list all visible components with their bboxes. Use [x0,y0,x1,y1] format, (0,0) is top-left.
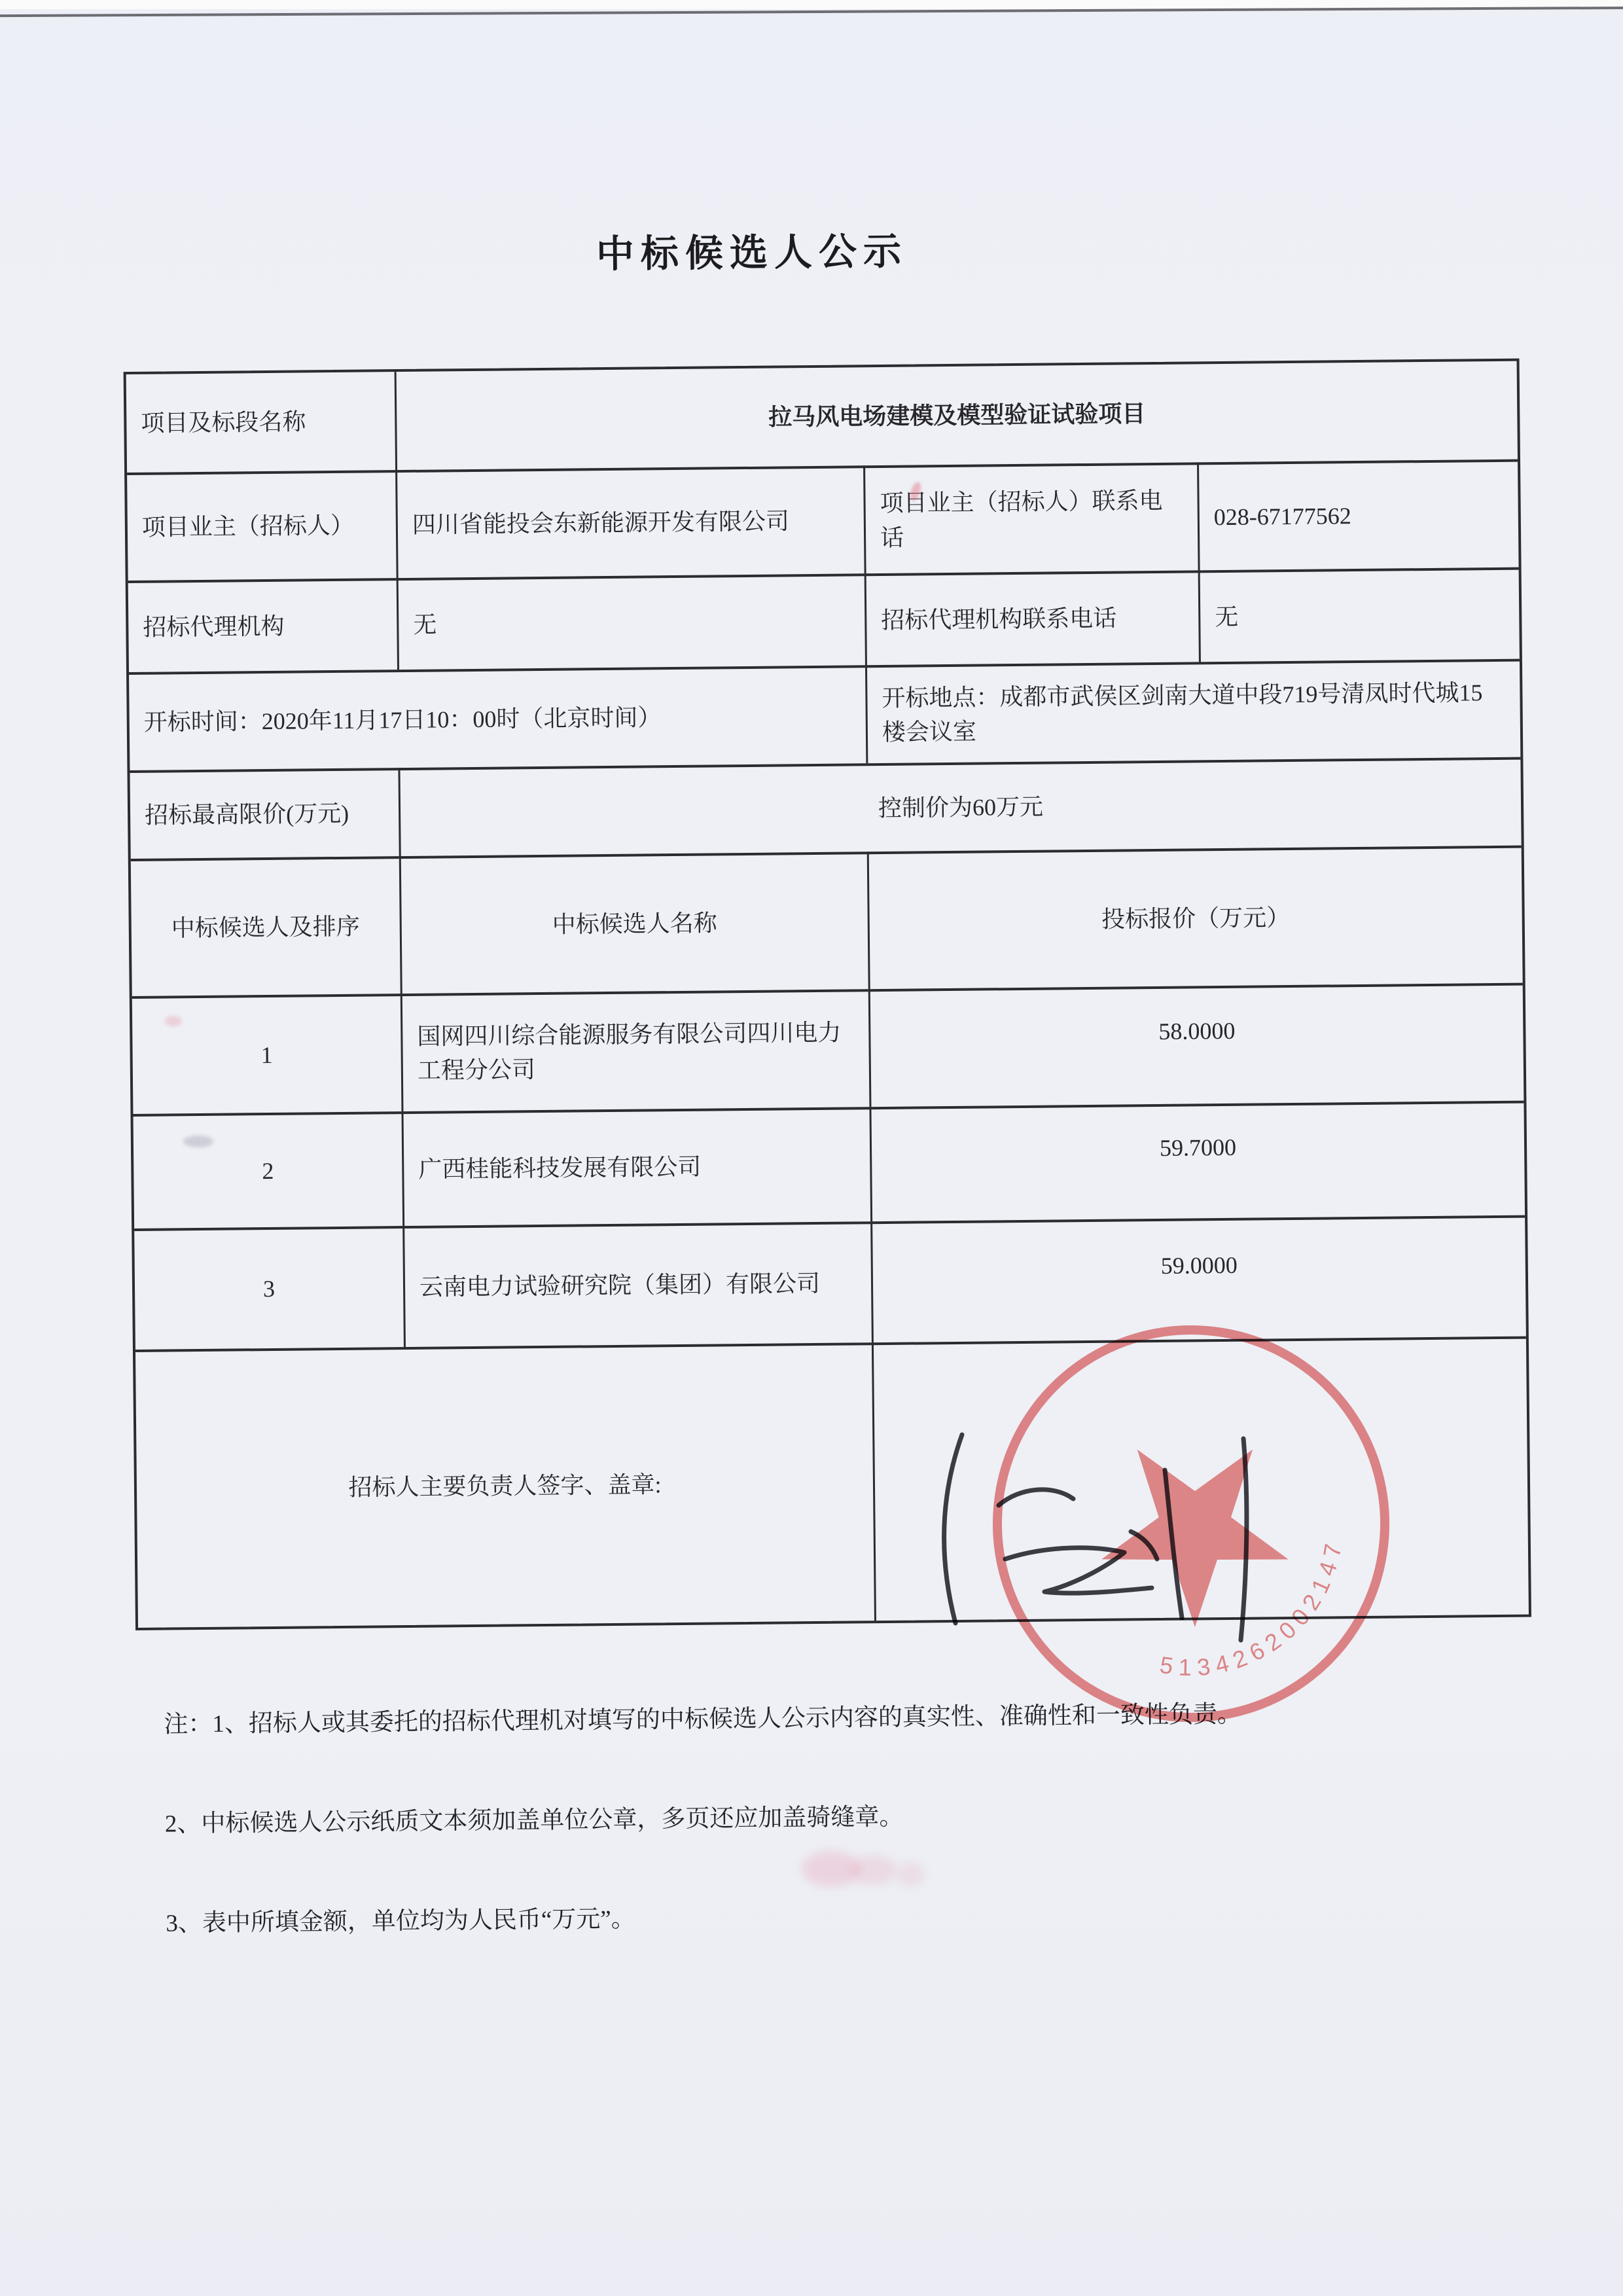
header-name-cell: 中标候选人名称 [399,852,868,994]
project-name-cell: 拉马风电场建模及模型验证试验项目 [395,361,1518,470]
signature-label-cell: 招标人主要负责人签字、盖章: [135,1342,874,1628]
candidate-rank: 2 [133,1111,402,1229]
header-price-cell: 投标报价（万元） [867,846,1523,990]
agency-phone-value-cell: 无 [1198,567,1520,662]
open-time-cell: 开标时间：2020年11月17日10：00时（北京时间） [129,665,866,770]
owner-phone-value-cell: 028-67177562 [1197,459,1519,571]
agency-label-cell: 招标代理机构 [128,578,397,672]
owner-phone-label-cell: 项目业主（招标人）联系电话 [863,462,1198,573]
open-place-cell: 开标地点：成都市武侯区剑南大道中段719号清凤时代城15楼会议室 [865,659,1520,764]
candidate-name: 国网四川综合能源服务有限公司四川电力工程分公司 [401,989,870,1111]
candidate-price: 59.0000 [870,1215,1526,1343]
handwritten-signature [921,1407,1301,1656]
footnote-1: 注：1、招标人或其委托的招标代理机对填写的中标候选人公示内容的真实性、准确性和一致性负责。 [164,1700,1242,1738]
pink-speck [165,1016,182,1026]
header-rank-cell: 中标候选人及排序 [131,856,401,996]
seal-registration-number: 5134262002147 [1158,1535,1348,1681]
max-price-label-cell: 招标最高限价(万元) [130,768,399,859]
candidate-price: 59.7000 [869,1101,1525,1222]
agency-value-cell: 无 [397,573,865,670]
ink-bleed-smudge [898,1862,924,1887]
owner-value-cell: 四川省能投会东新能源开发有限公司 [395,465,865,578]
candidate-rank: 1 [132,994,402,1114]
agency-phone-label-cell: 招标代理机构联系电话 [865,570,1199,665]
candidate-name: 广西桂能科技发展有限公司 [401,1107,870,1226]
candidate-rank: 3 [134,1226,404,1350]
max-price-value-cell: 控制价为60万元 [398,757,1521,856]
footnote-2: 2、中标候选人公示纸质文本须加盖单位公章，多页还应加盖骑缝章。 [164,1803,904,1838]
candidate-price: 58.0000 [868,983,1524,1107]
gray-speck [183,1136,213,1147]
page-title: 中标候选人公示 [596,230,908,276]
owner-label-cell: 项目业主（招标人） [127,470,397,581]
candidate-name: 云南电力试验研究院（集团）有限公司 [402,1221,872,1347]
ink-bleed-smudge [851,1856,897,1885]
footnote-3: 3、表中所填金额，单位均为人民币“万元”。 [166,1905,635,1937]
project-label-cell: 项目及标段名称 [141,408,306,437]
